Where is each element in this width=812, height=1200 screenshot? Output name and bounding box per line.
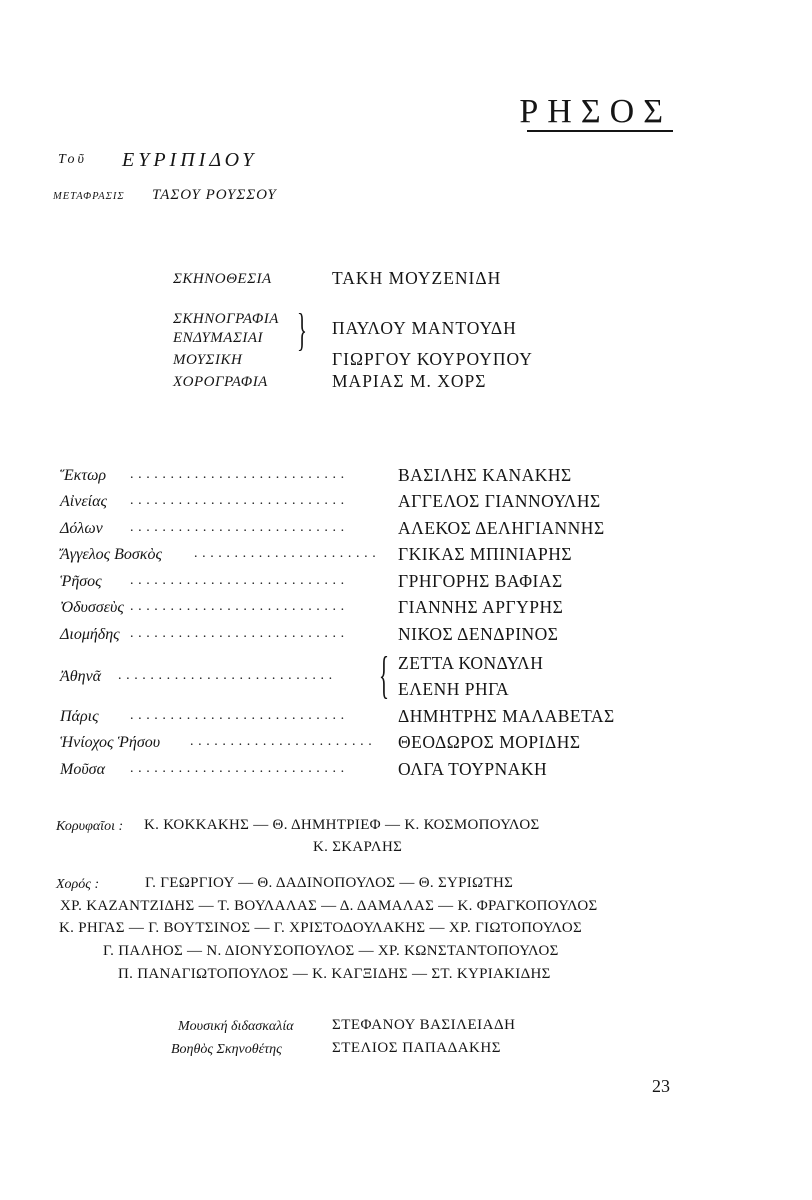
credit-value-direction: ΤΑΚΗ ΜΟΥΖΕΝΙΔΗ [332, 268, 502, 288]
staff-label-assistant-director: Βοηθὸς Σκηνοθέτης [171, 1042, 282, 1057]
cast-actor-diomedes: ΝΙΚΟΣ ΔΕΝΔΡΙΝΟΣ [398, 624, 559, 644]
staff-label-music-teaching: Μουσική διδασκαλία [178, 1019, 294, 1034]
credit-value-music: ΓΙΩΡΓΟΥ ΚΟΥΡΟΥΠΟΥ [332, 349, 533, 369]
cast-actor-charioteer: ΘΕΟΔΩΡΟΣ ΜΟΡΙΔΗΣ [398, 732, 581, 752]
chorus-label: Χορός : [56, 877, 100, 892]
page-number: 23 [652, 1076, 670, 1096]
credit-label-music: ΜΟΥΣΙΚΗ [173, 352, 243, 368]
cast-actor-athena-1: ΖΕΤΤΑ ΚΟΝΔΥΛΗ [398, 653, 544, 673]
cast-role-dolon: Δόλων [60, 520, 103, 537]
dot-leader: ....................... [190, 734, 377, 749]
chorus-line-3: Κ. ΡΗΓΑΣ — Γ. ΒΟΥΤΣΙΝΟΣ — Γ. ΧΡΙΣΤΟΔΟΥΛΑΚΗΣ — ΧΡ. ΓΙΩΤΟΠΟΥΛΟΣ [59, 920, 583, 936]
cast-actor-hector: ΒΑΣΙΛΗΣ ΚΑΝΑΚΗΣ [398, 465, 572, 485]
cast-role-charioteer: Ἡνίοχος Ῥήσου [60, 734, 161, 751]
cast-role-diomedes: Διομήδης [60, 626, 120, 643]
author-prefix: Τοῦ [58, 152, 87, 167]
chorus-line-4: Γ. ΠΑΛΗΟΣ — Ν. ΔΙΟΝΥΣΟΠΟΥΛΟΣ — ΧΡ. ΚΩΝΣΤΑΝΤΟΠΟΥΛΟΣ [103, 943, 559, 959]
staff-name-assistant-director: ΣΤΕΛΙΟΣ ΠΑΠΑΔΑΚΗΣ [332, 1040, 501, 1056]
cast-role-athena: Ἀθηνᾶ [60, 668, 102, 685]
cast-actor-rhesus: ΓΡΗΓΟΡΗΣ ΒΑΦΙΑΣ [398, 571, 563, 591]
credit-label-costumes: ΕΝΔΥΜΑΣΙΑΙ [173, 330, 264, 346]
cast-role-paris: Πάρις [60, 708, 99, 725]
cast-actor-odysseus: ΓΙΑΝΝΗΣ ΑΡΓΥΡΗΣ [398, 597, 564, 617]
cast-role-aeneas: Αἰνείας [60, 493, 107, 510]
brace-credits: } [297, 304, 307, 355]
chorus-line-5: Π. ΠΑΝΑΓΙΩΤΟΠΟΥΛΟΣ — Κ. ΚΑΓΞΙΔΗΣ — ΣΤ. ΚΥΡΙΑΚΙΔΗΣ [118, 966, 551, 982]
translation-label: ΜΕΤΑΦΡΑΣΙΣ [53, 191, 125, 202]
cast-actor-shepherd-messenger: ΓΚΙΚΑΣ ΜΠΙΝΙΑΡΗΣ [398, 544, 573, 564]
cast-actor-aeneas: ΑΓΓΕΛΟΣ ΓΙΑΝΝΟΥΛΗΣ [398, 491, 601, 511]
cast-role-hector: Ἕκτωρ [60, 467, 107, 484]
credit-label-scenography: ΣΚΗΝΟΓΡΑΦΙΑ [173, 311, 279, 327]
dot-leader: ........................... [130, 599, 349, 614]
cast-actor-paris: ΔΗΜΗΤΡΗΣ ΜΑΛΑΒΕΤΑΣ [398, 706, 615, 726]
dot-leader: ........................... [130, 493, 349, 508]
cast-role-shepherd-messenger: Ἄγγελος Βοσκὸς [60, 546, 162, 563]
leaders-line-1: Κ. ΚΟΚΚΑΚΗΣ — Θ. ΔΗΜΗΤΡΙΕΦ — Κ. ΚΟΣΜΟΠΟΥΛΟΣ [144, 817, 540, 833]
cast-role-odysseus: Ὀδυσσεὺς [60, 599, 124, 616]
cast-actor-muse: ΟΛΓΑ ΤΟΥΡΝΑΚΗ [398, 759, 548, 779]
credit-value-choreography: ΜΑΡΙΑΣ Μ. ΧΟΡΣ [332, 371, 487, 391]
credit-value-scenography: ΠΑΥΛΟΥ ΜΑΝΤΟΥΔΗ [332, 318, 517, 338]
leaders-label: Κορυφαῖοι : [56, 819, 124, 834]
dot-leader: ........................... [130, 626, 349, 641]
credit-label-choreography: ΧΟΡΟΓΡΑΦΙΑ [173, 374, 268, 390]
dot-leader: ........................... [130, 467, 349, 482]
dot-leader: ........................... [130, 520, 349, 535]
cast-actor-dolon: ΑΛΕΚΟΣ ΔΕΛΗΓΙΑΝΝΗΣ [398, 518, 605, 538]
translator-name: ΤΑΣΟΥ ΡΟΥΣΣΟΥ [152, 187, 277, 203]
dot-leader: ....................... [194, 546, 381, 561]
dot-leader: ........................... [130, 708, 349, 723]
title-underline [527, 130, 673, 132]
dot-leader: ........................... [130, 761, 349, 776]
chorus-line-2: ΧΡ. ΚΑΖΑΝΤΖΙΔΗΣ — Τ. ΒΟΥΛΑΛΑΣ — Δ. ΔΑΜΑΛΑΣ — Κ. ΦΡΑΓΚΟΠΟΥΛΟΣ [60, 898, 598, 914]
author-name: ΕΥΡΙΠΙΔΟΥ [122, 149, 258, 171]
leaders-line-2: Κ. ΣΚΑΡΛΗΣ [313, 839, 403, 855]
chorus-line-1: Γ. ΓΕΩΡΓΙΟΥ — Θ. ΔΑΔΙΝΟΠΟΥΛΟΣ — Θ. ΣΥΡΙΩΤΗΣ [145, 875, 514, 891]
cast-role-rhesus: Ῥῆσος [60, 573, 102, 590]
page-title: ΡΗΣΟΣ [519, 93, 672, 130]
credit-label-direction: ΣΚΗΝΟΘΕΣΙΑ [173, 271, 272, 287]
dot-leader: ........................... [130, 573, 349, 588]
brace-athena: { [379, 647, 389, 704]
dot-leader: ........................... [118, 668, 337, 683]
staff-name-music-teaching: ΣΤΕΦΑΝΟΥ ΒΑΣΙΛΕΙΑΔΗ [332, 1017, 516, 1033]
cast-actor-athena-2: ΕΛΕΝΗ ΡΗΓΑ [398, 679, 510, 699]
cast-role-muse: Μοῦσα [60, 761, 105, 778]
